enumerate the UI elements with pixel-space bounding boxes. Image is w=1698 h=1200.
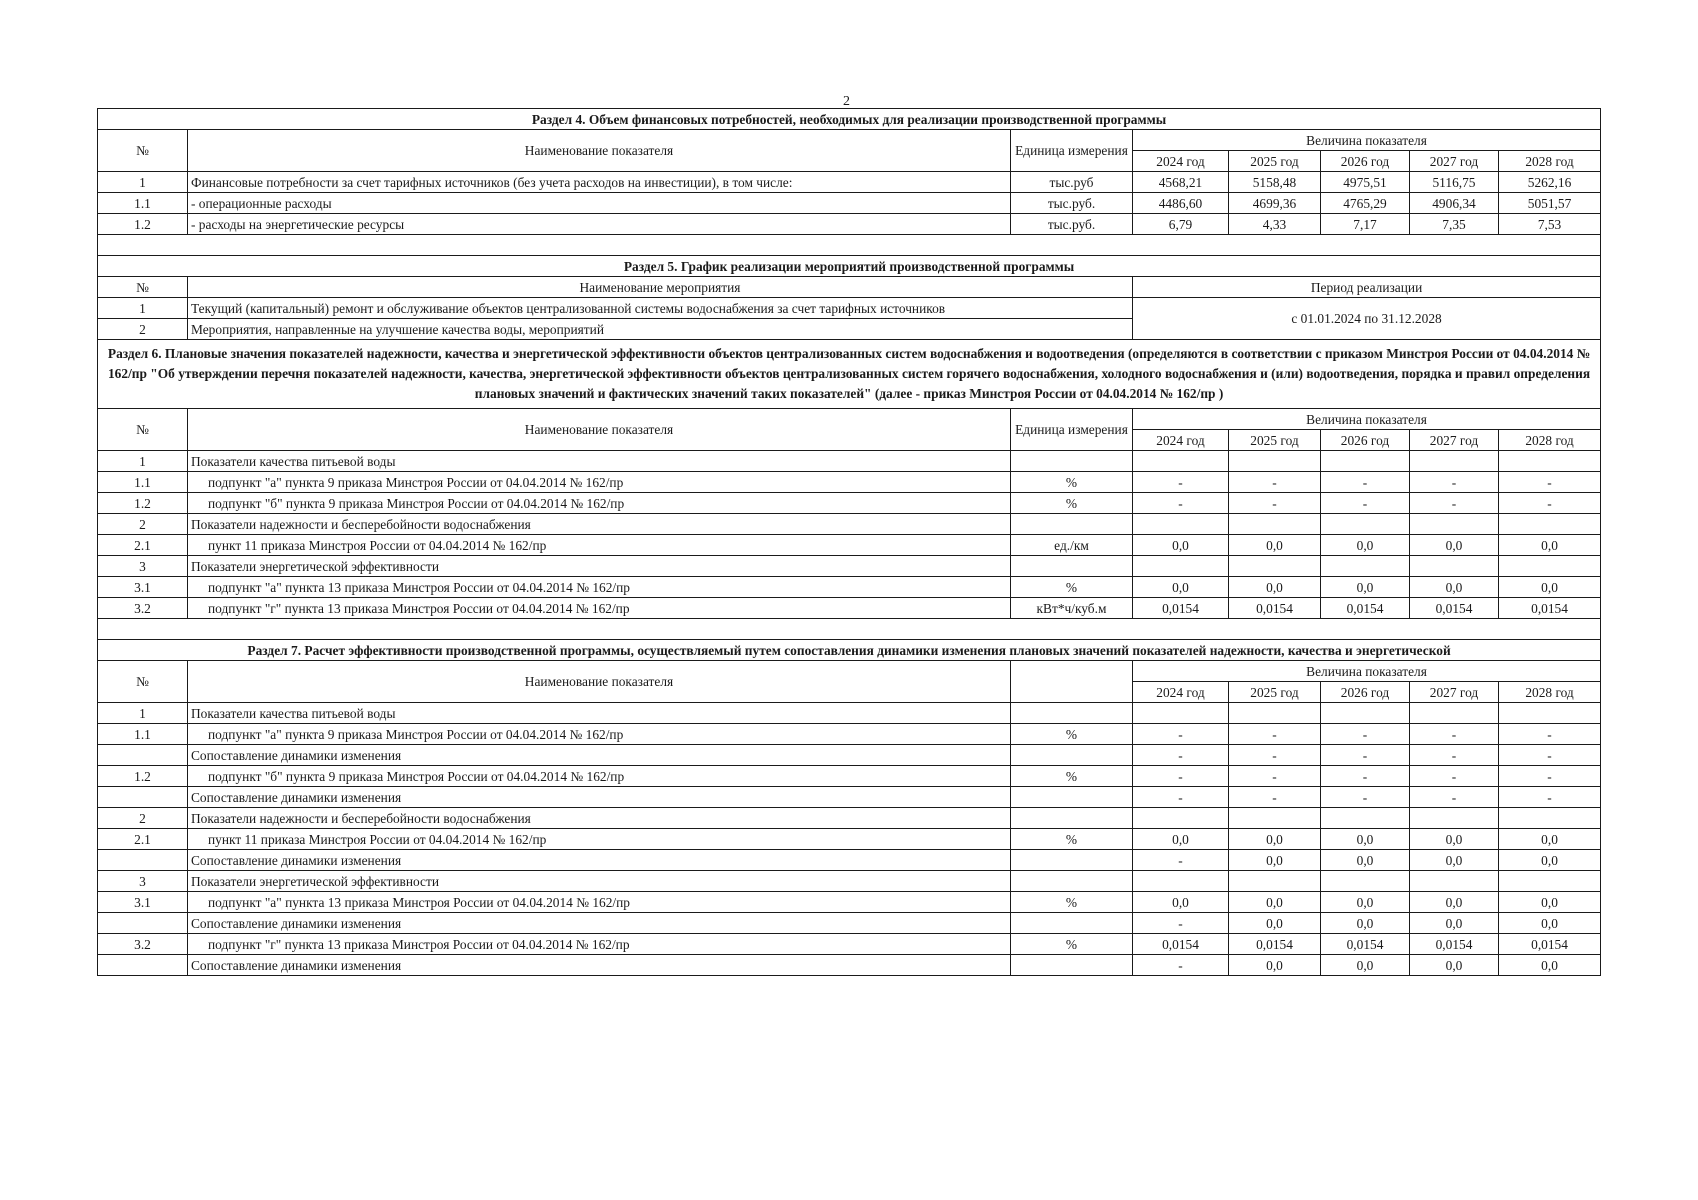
row-value (1321, 514, 1410, 535)
row-unit: % (1011, 766, 1133, 787)
row-value (1133, 556, 1229, 577)
row-unit: % (1011, 493, 1133, 514)
row-name: - расходы на энергетические ресурсы (188, 214, 1011, 235)
row-number: 1 (98, 298, 188, 319)
row-value: 0,0 (1499, 577, 1601, 598)
group-name: Показатели качества питьевой воды (188, 451, 1011, 472)
row-value: 7,17 (1321, 214, 1410, 235)
row-value (1229, 451, 1321, 472)
row-value: - (1321, 724, 1410, 745)
section-7-title-row (98, 640, 1601, 661)
row-value: - (1499, 493, 1601, 514)
row-number: 2 (98, 319, 188, 340)
row-value: - (1321, 472, 1410, 493)
row-value (1321, 703, 1410, 724)
row-number: 3.2 (98, 934, 188, 955)
group-row (98, 808, 1601, 829)
row-value: 0,0154 (1321, 934, 1410, 955)
year-header: 2025 год (1229, 151, 1321, 172)
row-number: 1.2 (98, 214, 188, 235)
row-name: - операционные расходы (188, 193, 1011, 214)
row-value (1133, 451, 1229, 472)
row-value: 0,0 (1133, 829, 1229, 850)
table-row (98, 214, 1601, 235)
row-unit (1011, 955, 1133, 976)
row-name: Мероприятия, направленные на улучшение качества воды, мероприятий (188, 319, 1133, 340)
row-number: 2 (98, 808, 188, 829)
row-unit: % (1011, 472, 1133, 493)
row-value: 0,0 (1321, 829, 1410, 850)
row-value (1321, 808, 1410, 829)
group-name: Показатели энергетической эффективности (188, 556, 1011, 577)
section-6-title: Раздел 6. Плановые значения показателей надежности, качества и энергетической эффективности объектов централизованных систем водоснабжения и водоотведения (определяются в соответствии с приказом Минстроя России от 04.04.2014 № 162/пр "Об утверждении перечня показателей надежности, качества, энергетической эффективности объектов централизованных систем горячего водоснабжения, холодного водоснабжения и (или) водоотведения, порядка и правил определения плановых значений и фактических значений таких показателей" (далее - приказ Минстроя России от 04.04.2014 № 162/пр ) (98, 340, 1601, 409)
comparison-row (98, 787, 1601, 808)
row-value: 0,0 (1410, 535, 1499, 556)
row-value: 0,0 (1410, 892, 1499, 913)
row-value (1229, 703, 1321, 724)
group-row (98, 871, 1601, 892)
spacer-cell (98, 619, 1601, 640)
col-num-header: № (98, 409, 188, 451)
row-value: 4906,34 (1410, 193, 1499, 214)
section-6-body (98, 451, 1601, 619)
row-value: 0,0 (1229, 955, 1321, 976)
row-value (1410, 451, 1499, 472)
row-value: 0,0 (1229, 535, 1321, 556)
row-value: 0,0 (1321, 850, 1410, 871)
row-value: 0,0 (1321, 955, 1410, 976)
section-4-header-row-1 (98, 130, 1601, 151)
row-value: 5116,75 (1410, 172, 1499, 193)
row-value: - (1229, 724, 1321, 745)
row-value (1410, 703, 1499, 724)
row-name: подпункт "г" пункта 13 приказа Минстроя России от 04.04.2014 № 162/пр (188, 934, 1011, 955)
table-row (98, 193, 1601, 214)
col-period-header: Период реализации (1133, 277, 1601, 298)
row-value (1133, 871, 1229, 892)
section-7-header-row-1 (98, 661, 1601, 682)
section-5-title-row (98, 256, 1601, 277)
row-name: пункт 11 приказа Минстроя России от 04.04.2014 № 162/пр (188, 535, 1011, 556)
row-value (1499, 556, 1601, 577)
year-header: 2025 год (1229, 682, 1321, 703)
table-row (98, 535, 1601, 556)
page-number: 2 (843, 94, 850, 109)
row-value: - (1133, 745, 1229, 766)
row-value: 0,0 (1133, 892, 1229, 913)
row-value: - (1410, 472, 1499, 493)
year-header: 2028 год (1499, 682, 1601, 703)
row-value (1410, 808, 1499, 829)
row-name: Сопоставление динамики изменения (188, 913, 1011, 934)
row-value: 0,0154 (1321, 598, 1410, 619)
section-7-body (98, 703, 1601, 976)
year-header: 2025 год (1229, 430, 1321, 451)
row-name: Сопоставление динамики изменения (188, 787, 1011, 808)
comparison-row (98, 913, 1601, 934)
row-value: - (1229, 472, 1321, 493)
year-header: 2024 год (1133, 682, 1229, 703)
group-row (98, 703, 1601, 724)
comparison-row (98, 850, 1601, 871)
group-row (98, 556, 1601, 577)
row-value: - (1499, 724, 1601, 745)
table-row (98, 577, 1601, 598)
group-name: Показатели качества питьевой воды (188, 703, 1011, 724)
row-value: - (1410, 493, 1499, 514)
row-value: 4975,51 (1321, 172, 1410, 193)
row-value: 0,0 (1229, 892, 1321, 913)
row-value (1133, 703, 1229, 724)
row-value: - (1410, 787, 1499, 808)
row-value: - (1229, 787, 1321, 808)
row-value: - (1229, 766, 1321, 787)
row-value: 0,0 (1229, 577, 1321, 598)
group-row (98, 451, 1601, 472)
row-unit (1011, 871, 1133, 892)
row-name: подпункт "г" пункта 13 приказа Минстроя России от 04.04.2014 № 162/пр (188, 598, 1011, 619)
year-header: 2026 год (1321, 682, 1410, 703)
table-row (98, 892, 1601, 913)
row-unit: % (1011, 577, 1133, 598)
col-num-header: № (98, 130, 188, 172)
table-row (98, 724, 1601, 745)
row-value (1499, 451, 1601, 472)
row-value: 0,0 (1229, 913, 1321, 934)
row-value: - (1410, 724, 1499, 745)
col-value-header: Величина показателя (1133, 661, 1601, 682)
row-name: подпункт "а" пункта 13 приказа Минстроя России от 04.04.2014 № 162/пр (188, 892, 1011, 913)
row-value: 0,0 (1499, 955, 1601, 976)
row-name: Текущий (капитальный) ремонт и обслуживание объектов централизованной системы водоснабжения за счет тарифных источников (188, 298, 1133, 319)
row-value: - (1133, 787, 1229, 808)
row-unit (1011, 556, 1133, 577)
row-unit (1011, 808, 1133, 829)
table-row (98, 172, 1601, 193)
row-value: - (1229, 745, 1321, 766)
col-unit-header-blank (1011, 661, 1133, 703)
row-value: 0,0 (1410, 955, 1499, 976)
year-header: 2024 год (1133, 151, 1229, 172)
year-header: 2028 год (1499, 151, 1601, 172)
row-number: 1.1 (98, 472, 188, 493)
row-value (1133, 808, 1229, 829)
row-value: 0,0 (1133, 577, 1229, 598)
row-unit: тыс.руб (1011, 172, 1133, 193)
row-value: 0,0154 (1410, 934, 1499, 955)
row-number: 1.2 (98, 493, 188, 514)
row-number: 2 (98, 514, 188, 535)
section-6-title-row (98, 340, 1601, 409)
row-value (1499, 871, 1601, 892)
row-name: Сопоставление динамики изменения (188, 955, 1011, 976)
row-value: - (1133, 913, 1229, 934)
row-name: подпункт "а" пункта 9 приказа Минстроя России от 04.04.2014 № 162/пр (188, 724, 1011, 745)
row-name: пункт 11 приказа Минстроя России от 04.04.2014 № 162/пр (188, 829, 1011, 850)
row-value: 0,0154 (1499, 934, 1601, 955)
row-number: 3 (98, 556, 188, 577)
col-value-header: Величина показателя (1133, 130, 1601, 151)
row-unit (1011, 451, 1133, 472)
section-7-head (98, 619, 1601, 703)
row-value: 0,0154 (1133, 934, 1229, 955)
row-value: 0,0154 (1229, 934, 1321, 955)
row-number: 1.2 (98, 766, 188, 787)
row-name: Финансовые потребности за счет тарифных источников (без учета расходов на инвестиции), в том числе: (188, 172, 1011, 193)
spacer-row (98, 619, 1601, 640)
comparison-row (98, 745, 1601, 766)
row-value: 4699,36 (1229, 193, 1321, 214)
col-name-header: Наименование показателя (188, 409, 1011, 451)
col-unit-header: Единица измерения (1011, 409, 1133, 451)
row-number: 3 (98, 871, 188, 892)
row-number: 1 (98, 172, 188, 193)
row-value (1499, 808, 1601, 829)
row-unit: тыс.руб. (1011, 193, 1133, 214)
year-header: 2028 год (1499, 430, 1601, 451)
table-row (98, 598, 1601, 619)
row-value: - (1321, 745, 1410, 766)
row-name: подпункт "а" пункта 9 приказа Минстроя России от 04.04.2014 № 162/пр (188, 472, 1011, 493)
row-value: 0,0 (1321, 535, 1410, 556)
row-name: Сопоставление динамики изменения (188, 745, 1011, 766)
row-value (1321, 871, 1410, 892)
row-unit (1011, 913, 1133, 934)
row-unit (1011, 745, 1133, 766)
row-value (1321, 556, 1410, 577)
section-4-title-row (98, 109, 1601, 130)
row-value: 0,0 (1229, 850, 1321, 871)
row-value: 7,35 (1410, 214, 1499, 235)
row-name: Сопоставление динамики изменения (188, 850, 1011, 871)
row-number: 2.1 (98, 829, 188, 850)
year-header: 2024 год (1133, 430, 1229, 451)
row-value (1410, 871, 1499, 892)
row-value: - (1133, 850, 1229, 871)
table-row (98, 298, 1601, 319)
row-number: 3.2 (98, 598, 188, 619)
row-value: 0,0 (1410, 829, 1499, 850)
row-value (1229, 871, 1321, 892)
group-row (98, 514, 1601, 535)
row-value: 7,53 (1499, 214, 1601, 235)
row-value: 0,0154 (1133, 598, 1229, 619)
row-value: 5262,16 (1499, 172, 1601, 193)
row-value: 0,0 (1321, 577, 1410, 598)
row-name: подпункт "б" пункта 9 приказа Минстроя России от 04.04.2014 № 162/пр (188, 493, 1011, 514)
comparison-row (98, 955, 1601, 976)
row-value: 0,0154 (1229, 598, 1321, 619)
group-name: Показатели надежности и бесперебойности водоснабжения (188, 514, 1011, 535)
row-value: - (1321, 787, 1410, 808)
row-number (98, 745, 188, 766)
row-value: 0,0 (1410, 577, 1499, 598)
row-value: 0,0 (1499, 913, 1601, 934)
col-name-header: Наименование показателя (188, 130, 1011, 172)
row-value: - (1133, 955, 1229, 976)
row-name: подпункт "б" пункта 9 приказа Минстроя России от 04.04.2014 № 162/пр (188, 766, 1011, 787)
row-name: подпункт "а" пункта 13 приказа Минстроя России от 04.04.2014 № 162/пр (188, 577, 1011, 598)
row-value: 4765,29 (1321, 193, 1410, 214)
row-number (98, 955, 188, 976)
row-value: - (1499, 766, 1601, 787)
row-value (1499, 703, 1601, 724)
period-value: с 01.01.2024 по 31.12.2028 (1133, 298, 1601, 340)
row-unit: тыс.руб. (1011, 214, 1133, 235)
row-value: - (1133, 493, 1229, 514)
row-value: - (1499, 745, 1601, 766)
row-value (1229, 556, 1321, 577)
section-7-title: Раздел 7. Расчет эффективности производственной программы, осуществляемый путем сопоставления динамики изменения плановых значений показателей надежности, качества и энергетической (98, 640, 1601, 661)
row-unit (1011, 514, 1133, 535)
row-value (1499, 514, 1601, 535)
document-table (97, 108, 1601, 976)
row-value: - (1410, 745, 1499, 766)
row-value (1133, 514, 1229, 535)
spacer-row (98, 235, 1601, 256)
row-value: - (1133, 472, 1229, 493)
row-value: 0,0 (1499, 850, 1601, 871)
section-4-title: Раздел 4. Объем финансовых потребностей, необходимых для реализации производственной программы (98, 109, 1601, 130)
row-number: 2.1 (98, 535, 188, 556)
col-num-header: № (98, 661, 188, 703)
row-unit: % (1011, 829, 1133, 850)
col-value-header: Величина показателя (1133, 409, 1601, 430)
row-number: 1 (98, 703, 188, 724)
year-header: 2026 год (1321, 151, 1410, 172)
row-number: 1.1 (98, 724, 188, 745)
row-value: - (1133, 766, 1229, 787)
col-name-header: Наименование показателя (188, 661, 1011, 703)
table-row (98, 493, 1601, 514)
row-unit: % (1011, 724, 1133, 745)
row-value: - (1229, 493, 1321, 514)
table-row (98, 766, 1601, 787)
row-unit (1011, 787, 1133, 808)
table-row (98, 472, 1601, 493)
section-5-title: Раздел 5. График реализации мероприятий производственной программы (98, 256, 1601, 277)
spacer-cell (98, 235, 1601, 256)
row-number (98, 787, 188, 808)
row-unit: % (1011, 892, 1133, 913)
row-unit: кВт*ч/куб.м (1011, 598, 1133, 619)
row-value: 4,33 (1229, 214, 1321, 235)
col-num-header: № (98, 277, 188, 298)
row-value: 0,0 (1499, 892, 1601, 913)
row-number (98, 850, 188, 871)
row-value (1229, 808, 1321, 829)
row-number: 1 (98, 451, 188, 472)
table-row (98, 934, 1601, 955)
row-value: 5158,48 (1229, 172, 1321, 193)
group-name: Показатели надежности и бесперебойности водоснабжения (188, 808, 1011, 829)
row-number (98, 913, 188, 934)
row-value: 0,0 (1410, 850, 1499, 871)
section-5-header-row (98, 277, 1601, 298)
row-value: - (1410, 766, 1499, 787)
row-value: 0,0 (1133, 535, 1229, 556)
row-value (1410, 556, 1499, 577)
row-value: 0,0154 (1410, 598, 1499, 619)
section-6-header-row-1 (98, 409, 1601, 430)
row-value: 0,0 (1321, 892, 1410, 913)
row-unit (1011, 850, 1133, 871)
row-value: 0,0154 (1499, 598, 1601, 619)
year-header: 2027 год (1410, 430, 1499, 451)
row-value (1410, 514, 1499, 535)
row-number: 1.1 (98, 193, 188, 214)
col-event-header: Наименование мероприятия (188, 277, 1133, 298)
row-value (1229, 514, 1321, 535)
row-value (1321, 451, 1410, 472)
row-value: 0,0 (1499, 829, 1601, 850)
year-header: 2026 год (1321, 430, 1410, 451)
row-unit: ед./км (1011, 535, 1133, 556)
row-value: 4568,21 (1133, 172, 1229, 193)
row-unit: % (1011, 934, 1133, 955)
row-value: - (1321, 766, 1410, 787)
row-value: - (1499, 472, 1601, 493)
row-value: 0,0 (1229, 829, 1321, 850)
year-header: 2027 год (1410, 682, 1499, 703)
row-value: 4486,60 (1133, 193, 1229, 214)
group-name: Показатели энергетической эффективности (188, 871, 1011, 892)
row-value: - (1321, 493, 1410, 514)
row-number: 3.1 (98, 577, 188, 598)
year-header: 2027 год (1410, 151, 1499, 172)
row-value: - (1499, 787, 1601, 808)
table-row (98, 829, 1601, 850)
row-value: 5051,57 (1499, 193, 1601, 214)
row-value: 6,79 (1133, 214, 1229, 235)
row-value: 0,0 (1410, 913, 1499, 934)
row-value: 0,0 (1499, 535, 1601, 556)
row-value: - (1133, 724, 1229, 745)
col-unit-header: Единица измерения (1011, 130, 1133, 172)
row-value: 0,0 (1321, 913, 1410, 934)
row-number: 3.1 (98, 892, 188, 913)
row-unit (1011, 703, 1133, 724)
